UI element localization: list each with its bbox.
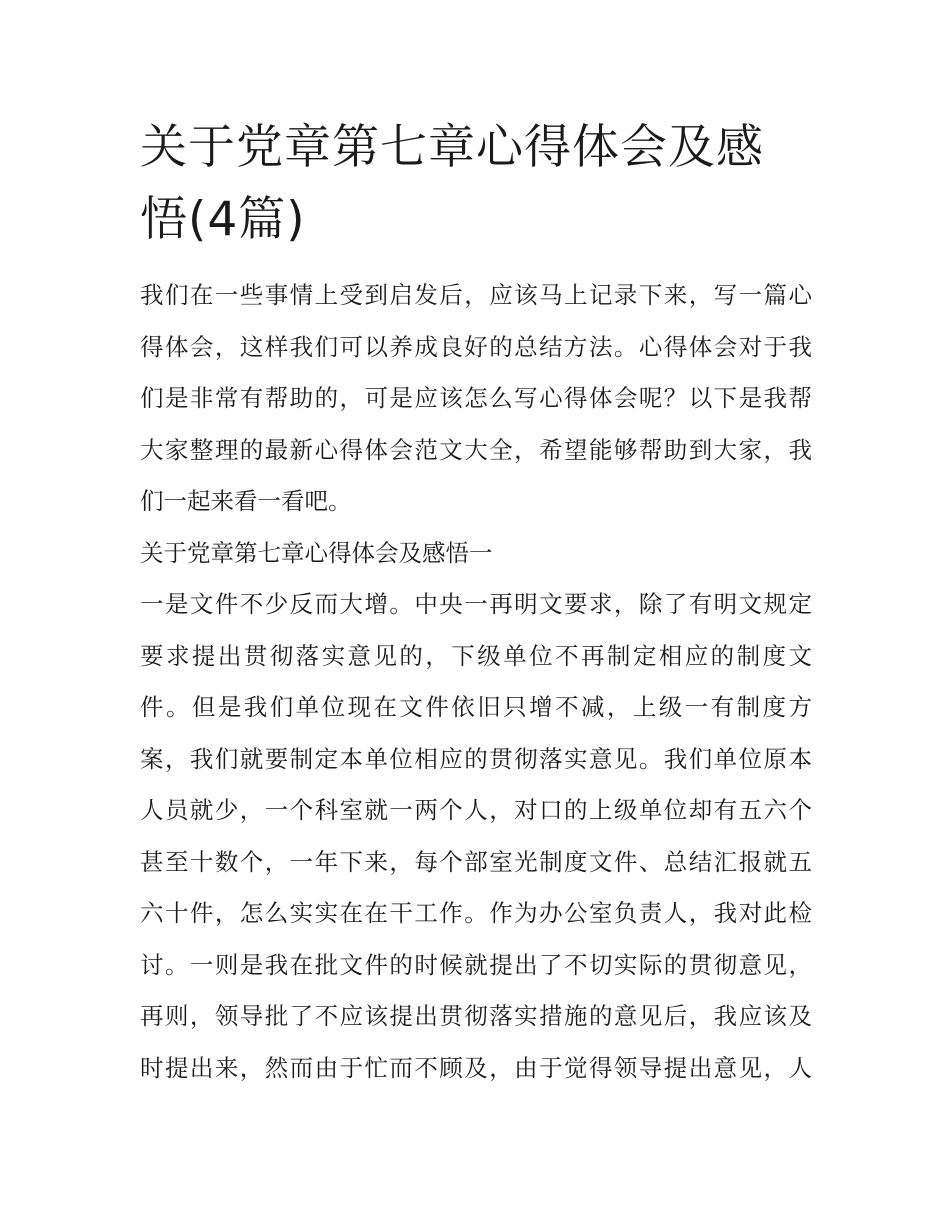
section-heading: 关于党章第七章心得体会及感悟一	[140, 538, 493, 567]
section-line-7: 六十件，怎么实实在在干工作。作为办公室负责人，我对此检	[140, 899, 812, 927]
section-line-3: 件。但是我们单位现在文件依旧只增不减，上级一有制度方	[140, 693, 812, 721]
section-line-10: 时提出来，然而由于忙而不顾及，由于觉得领导提出意见，人	[140, 1053, 812, 1082]
section-line-6: 甚至十数个，一年下来，每个部室光制度文件、总结汇报就五	[140, 847, 812, 876]
intro-line-5: 们一起来看一看吧。	[140, 487, 352, 515]
intro-line-4: 大家整理的最新心得体会范文大全，希望能够帮助到大家，我	[140, 435, 812, 464]
section-line-1: 一是文件不少反而大增。中央一再明文要求，除了有明文规定	[140, 590, 812, 618]
section-line-4: 案，我们就要制定本单位相应的贯彻落实意见。我们单位原本	[140, 744, 812, 773]
intro-line-2: 得体会，这样我们可以养成良好的总结方法。心得体会对于我	[140, 332, 812, 361]
intro-line-3: 们是非常有帮助的，可是应该怎么写心得体会呢？以下是我帮	[140, 384, 812, 412]
section-line-8: 讨。一则是我在批文件的时候就提出了不切实际的贯彻意见，	[140, 950, 812, 979]
intro-line-1: 我们在一些事情上受到启发后，应该马上记录下来，写一篇心	[140, 281, 812, 309]
title-line-1: 关于党章第七章心得体会及感	[140, 120, 764, 175]
title-line-2: 悟(4篇)	[140, 192, 306, 247]
section-line-9: 再则，领导批了不应该提出贯彻落实措施的意见后，我应该及	[140, 1002, 812, 1030]
document-body	[140, 270, 812, 1094]
document-page	[140, 112, 812, 1094]
section-line-2: 要求提出贯彻落实意见的，下级单位不再制定相应的制度文	[140, 641, 812, 670]
document-title	[140, 112, 812, 256]
section-line-5: 人员就少，一个科室就一两个人，对口的上级单位却有五六个	[140, 796, 812, 824]
